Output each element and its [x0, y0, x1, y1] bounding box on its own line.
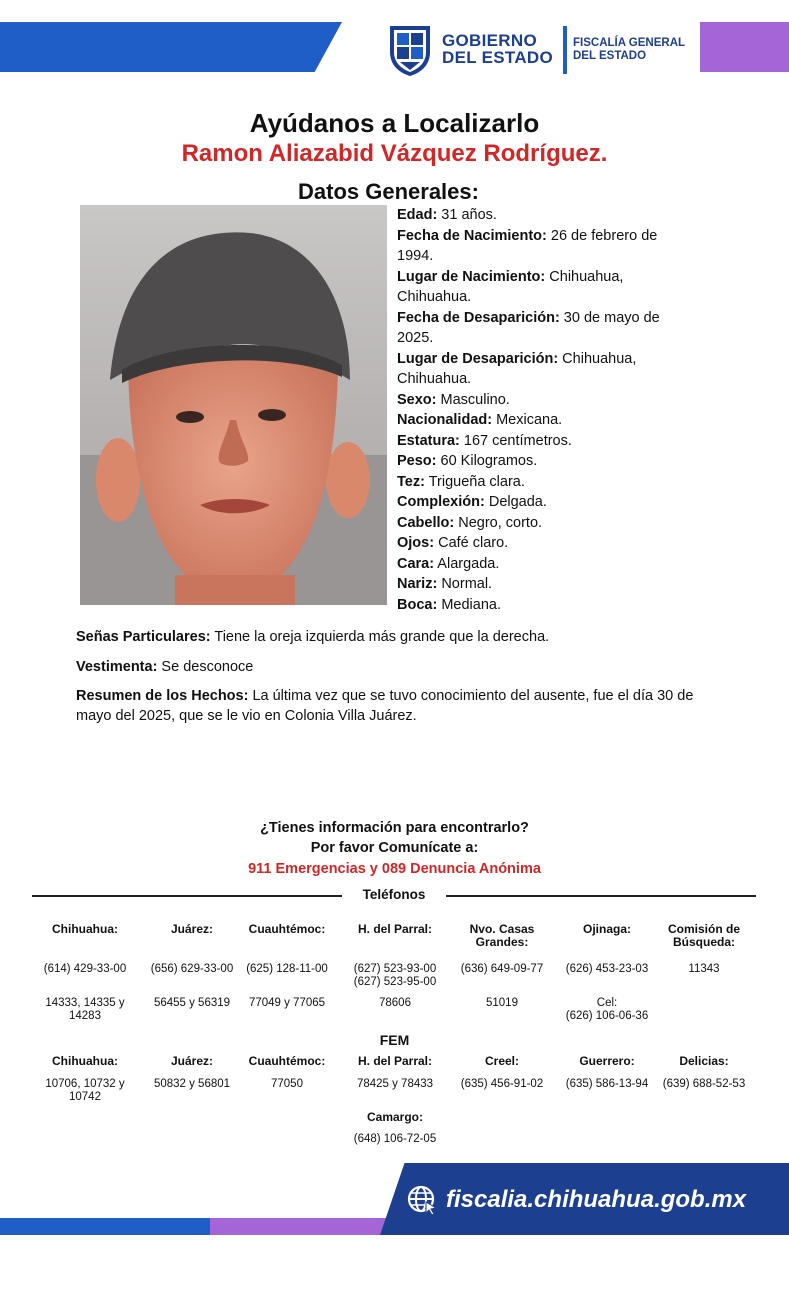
resumen-label: Resumen de los Hechos: [76, 688, 249, 704]
fem-number: (635) 586-13-94 [565, 1078, 649, 1090]
tel-number: (627) 523-93-00 (627) 523-95-00 [353, 963, 437, 988]
tel-extension: 51019 [486, 997, 518, 1009]
field-row [397, 574, 697, 595]
tel-header: Comisión de Búsqueda: [667, 922, 740, 949]
fem-number: (635) 456-91-02 [460, 1078, 544, 1090]
tel-number: (626) 453-23-03 [565, 963, 649, 975]
resumen-value: La última vez que se tuvo conocimiento del ausente, fue el día 30 de mayo del 2025, que se le vio en Colonia Villa Juárez. [76, 688, 694, 724]
field-value: 30 de mayo de 2025. [397, 309, 660, 346]
field-label: Lugar de Nacimiento: [397, 268, 546, 285]
tel-header: Ojinaga: [582, 922, 631, 936]
field-label: Complexión: [397, 494, 485, 510]
fiscalia-logo-text [573, 37, 685, 63]
tel-header: H. del Parral: [357, 922, 433, 936]
field-row [397, 472, 697, 493]
field-label: Edad: [397, 207, 438, 223]
field-value: Trigueña clara. [424, 473, 525, 490]
field-value: 31 años. [437, 207, 497, 223]
tel-number: (614) 429-33-00 [43, 963, 127, 975]
divider-left [32, 895, 342, 897]
field-value: Café claro. [434, 535, 509, 551]
header-purple-band [700, 22, 789, 72]
footer-url[interactable]: fiscalia.chihuahua.gob.mx [446, 1186, 747, 1213]
field-value: 26 de febrero de 1994. [397, 227, 658, 264]
fem-heading: FEM [379, 1032, 410, 1048]
fem-header: H. del Parral: [357, 1054, 433, 1068]
field-label: Nariz: [397, 576, 438, 592]
fem-header: Juárez: [170, 1054, 214, 1068]
footer-purple-band [210, 1218, 410, 1235]
field-value: Masculino. [436, 391, 510, 408]
fiscalia-line2: DEL ESTADO [573, 50, 647, 62]
fem-number: (639) 688-52-53 [662, 1078, 746, 1090]
vestimenta [76, 657, 736, 677]
field-value: Mexicana. [492, 412, 563, 428]
tel-header: Cuauhtémoc: [248, 922, 326, 936]
senas-value: Tiene la oreja izquierda más grande que la derecha. [210, 629, 550, 645]
field-row [397, 513, 697, 534]
header-blue-band [0, 22, 342, 72]
tel-number: (656) 629-33-00 [150, 963, 234, 975]
field-label: Nacionalidad: [397, 412, 493, 428]
state-shield-icon [386, 22, 434, 78]
field-row [397, 595, 697, 616]
resumen-hechos [76, 686, 726, 726]
page-title: Ayúdanos a Localizarlo [249, 108, 540, 138]
field-row [397, 349, 697, 390]
field-row [397, 492, 697, 513]
tel-extension: Cel: (626) 106-06-36 [565, 997, 649, 1022]
general-data-list [397, 205, 697, 615]
field-value: Mediana. [437, 596, 501, 613]
tel-extension: 77049 y 77065 [248, 997, 326, 1009]
tel-number: (625) 128-11-00 [246, 963, 328, 975]
field-value: 60 Kilogramos. [436, 453, 538, 469]
field-label: Cara: [397, 555, 435, 572]
person-photo [80, 205, 387, 605]
field-value: Chihuahua, Chihuahua. [397, 268, 624, 305]
divider-right [446, 895, 756, 897]
field-row [397, 390, 697, 411]
emergency-numbers: 911 Emergencias y 089 Denuncia Anónima [248, 861, 541, 877]
field-value: Delgada. [484, 494, 547, 510]
fem-camargo-number: (648) 106-72-05 [353, 1133, 437, 1145]
gobierno-line2: DEL ESTADO [442, 48, 553, 67]
tel-header: Nvo. Casas Grandes: [469, 922, 535, 949]
fem-number: 78425 y 78433 [356, 1078, 434, 1090]
footer-blue-band [0, 1218, 230, 1235]
senas-particulares [76, 627, 736, 647]
field-row [397, 533, 697, 554]
field-row [397, 554, 697, 575]
vestimenta-value: Se desconoce [157, 659, 254, 675]
field-row [397, 410, 697, 431]
field-label: Fecha de Nacimiento: [397, 227, 547, 244]
missing-person-name: Ramon Aliazabid Vázquez Rodríguez. [181, 140, 608, 167]
field-row [397, 267, 697, 308]
field-label: Cabello: [397, 514, 455, 531]
tel-header: Juárez: [170, 922, 214, 936]
field-value: Normal. [437, 576, 493, 592]
field-value: Alargada. [434, 555, 500, 572]
field-label: Sexo: [397, 391, 437, 408]
field-label: Tez: [397, 473, 425, 490]
globe-cursor-icon [406, 1184, 438, 1216]
field-value: Negro, corto. [454, 514, 543, 531]
tel-number: (636) 649-09-77 [460, 963, 544, 975]
field-row [397, 205, 697, 226]
field-row [397, 308, 697, 349]
fem-header: Delicias: [679, 1054, 729, 1068]
field-label: Ojos: [397, 535, 435, 551]
fem-header: Guerrero: [579, 1054, 635, 1068]
contact-please: Por favor Comunícate a: [310, 840, 479, 856]
tel-extension: 78606 [379, 997, 411, 1009]
field-row [397, 431, 697, 452]
tel-number: 11343 [688, 963, 720, 975]
field-row [397, 451, 697, 472]
field-value: Chihuahua, Chihuahua. [397, 350, 637, 387]
fem-header: Cuauhtémoc: [248, 1054, 326, 1068]
telefonos-heading: Teléfonos [362, 887, 426, 902]
fem-number: 77050 [271, 1078, 303, 1090]
tel-extension: 56455 y 56319 [153, 997, 231, 1009]
fem-header: Creel: [484, 1054, 519, 1068]
fem-header: Chihuahua: [52, 1054, 118, 1068]
field-value: 167 centímetros. [459, 432, 572, 449]
fem-camargo-label: Camargo: [366, 1110, 423, 1124]
datos-generales-heading: Datos Generales: [298, 179, 479, 204]
gobierno-logo-text [442, 32, 553, 66]
field-label: Lugar de Desaparición: [397, 350, 559, 367]
gobierno-line1: GOBIERNO [442, 31, 537, 50]
field-label: Boca: [397, 596, 438, 613]
contact-question: ¿Tienes información para encontrarlo? [260, 820, 529, 836]
fiscalia-line1: FISCALÍA GENERAL [573, 37, 686, 49]
fem-number: 50832 y 56801 [153, 1078, 231, 1090]
tel-extension: 14333, 14335 y 14283 [45, 997, 125, 1022]
field-label: Peso: [397, 453, 437, 469]
field-label: Fecha de Desaparición: [397, 309, 560, 326]
field-label: Estatura: [397, 432, 460, 449]
tel-header: Chihuahua: [52, 922, 118, 936]
senas-label: Señas Particulares: [76, 629, 211, 645]
header-divider [563, 26, 567, 74]
field-row [397, 226, 697, 267]
fem-number: 10706, 10732 y 10742 [45, 1078, 125, 1103]
vestimenta-label: Vestimenta: [76, 659, 158, 675]
